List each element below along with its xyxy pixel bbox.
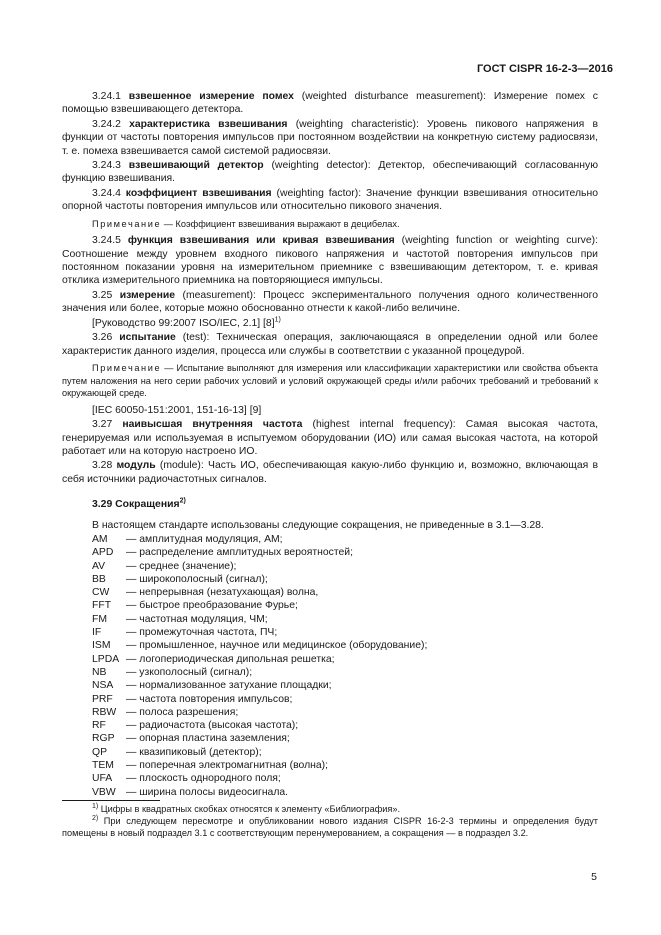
- definitions-block-1: [62, 90, 598, 214]
- abbreviation-definition: — нормализованное затухание площадки;: [126, 680, 332, 692]
- abbreviation-row: [92, 746, 598, 759]
- abbreviation-definition: — быстрое преобразование Фурье;: [126, 600, 298, 612]
- definition-paragraph: 3.24.1 взвешенное измерение помех (weighted disturbance measurement): Измерение помех с помощью взвешивающего детектора.: [62, 91, 598, 116]
- abbreviation-code: NB: [92, 666, 107, 678]
- abbreviation-code: IF: [92, 627, 102, 639]
- reference: [Руководство 99:2007 ISO/IEC, 2.1] $[8]^{1)}$: [92, 316, 281, 329]
- abbreviation-code: RBW: [92, 706, 117, 718]
- abbreviation-row: [92, 786, 598, 799]
- abbreviation-row: [92, 732, 598, 745]
- abbreviation-row: [92, 586, 598, 599]
- abbreviation-definition: — ширина полосы видеосигнала.: [126, 786, 289, 798]
- abbreviation-code: AV: [92, 560, 106, 572]
- definition-paragraph: 3.25 измерение (measurement): Процесс экспериментального получения одного количественного значения или более, которые можно обоснованно отнести к какой-либо величине.: [62, 289, 598, 315]
- abbreviation-code: VBW: [92, 786, 116, 798]
- abbreviation-row: [92, 546, 598, 559]
- reference: [IEC 60050-151:2001, 151-16-13] [9]: [92, 404, 262, 416]
- abbreviation-definition: — логопериодическая дипольная решетка;: [126, 653, 335, 665]
- abbreviation-definition: — амплитудная модуляция, АМ;: [126, 533, 283, 545]
- definition-paragraph: 3.28 модуль (module): Часть ИО, обеспечивающая какую-либо функцию и, возможно, включающая в себя источники радиочастотных сигналов.: [62, 460, 599, 485]
- abbreviation-row: [92, 693, 598, 706]
- footnote: $^{1)}$ Цифры в квадратных скобках относятся к элементу «Библиография».: [92, 802, 401, 814]
- abbreviation-row: [92, 560, 598, 573]
- abbreviation-definition: — промежуточная частота, ПЧ;: [126, 627, 278, 639]
- abbreviation-definition: — распределение амплитудных вероятностей;: [126, 547, 353, 559]
- abbreviation-definition: — частота повторения импульсов;: [126, 693, 293, 705]
- abbreviation-code: BB: [92, 573, 106, 585]
- abbreviation-definition: — опорная пластина заземления;: [126, 733, 290, 745]
- definition-paragraph: 3.24.3 взвешивающий детектор (weighting detector): Детектор, обеспечивающий согласованную функцию взвешивания.: [62, 160, 598, 185]
- section-heading: 3.29 Сокращения$^{2)}$: [92, 497, 186, 511]
- abbreviations-intro: В настоящем стандарте использованы следующие сокращения, не приведенные в 3.1—3.28.: [92, 519, 544, 531]
- abbreviation-definition: — плоскость однородного поля;: [126, 773, 281, 785]
- definition-paragraph: 3.24.5 функция взвешивания или кривая взвешивания (weighting function or weighting curve): Соотношение между уровнем входного пикового напряжения и частотой повторения импульсов при постоянном показании уровня на измерительном приемнике с взвешивающим детектором, т. е. кривая отклика измерительного приемника на повторяющиеся импульсы.: [62, 235, 598, 287]
- note: Примечание — Испытание выполняют для измерения или классификации характеристики или свойства объекта путем наложения на него серии рабочих условий и условий окружающей среды и/или рабочих требований и требований к окружающей среде.: [62, 362, 598, 399]
- abbreviation-code: RGP: [92, 733, 115, 745]
- abbreviation-row: [92, 679, 598, 692]
- definition-paragraph: 3.27 наивысшая внутренняя частота (highest internal frequency): Самая высокая частота, генерируемая или используемая в испытуемом оборудовании (ИО) или самая высокая частота, на которой работает или на которую настроено ИО.: [62, 419, 598, 457]
- abbreviation-code: QP: [92, 746, 108, 758]
- abbreviation-code: APD: [92, 547, 114, 559]
- abbreviation-code: RF: [92, 720, 106, 732]
- abbreviation-definition: — квазипиковый (детектор);: [126, 746, 262, 758]
- abbreviation-code: ISM: [92, 640, 111, 652]
- page-body: [62, 90, 598, 799]
- abbreviation-definition: — промышленное, научное или медицинское (оборудование);: [126, 640, 428, 652]
- definition-paragraph: 3.26 испытание (test): Техническая операция, заключающаяся в определении одной или более характеристик данного изделия, процесса или службы в соответствии с указанной процедурой.: [62, 332, 598, 357]
- abbreviation-code: LPDA: [92, 653, 120, 665]
- note: Примечание — Коэффициент взвешивания выражают в децибелах.: [92, 218, 400, 229]
- abbreviation-definition: — радиочастота (высокая частота);: [126, 720, 299, 732]
- footnotes: [62, 803, 598, 840]
- page-number: 5: [591, 871, 597, 883]
- abbreviation-row: [92, 599, 598, 612]
- abbreviation-code: CW: [92, 587, 110, 599]
- abbreviation-definition: — среднее (значение);: [126, 560, 237, 572]
- abbreviation-definition: — частотная модуляция, ЧМ;: [126, 613, 268, 625]
- abbreviation-definition: — широкополосный (сигнал);: [126, 573, 268, 585]
- definition-paragraph: 3.24.4 коэффициент взвешивания (weighting factor): Значение функции взвешивания относительно опорной частоты повторения импульсов или относительно пикового значения.: [62, 187, 598, 213]
- abbreviation-definition: — узкополосный (сигнал);: [126, 666, 253, 678]
- abbreviation-row: [92, 613, 598, 626]
- abbreviation-definition: — непрерывная (незатухающая) волна,: [126, 587, 319, 599]
- footnote: $^{2)}$ При следующем пересмотре и опубликовании нового издания CISPR 16-2-3 термины и определения будут помещены в новый подраздел 3.1 с соответствующим перенумерованием, а сокращения — в подраздел 3.2.: [62, 815, 598, 839]
- abbreviation-row: [92, 759, 598, 772]
- abbreviation-row: [92, 719, 598, 732]
- abbreviation-definition: — поперечная электромагнитная (волна);: [126, 759, 329, 771]
- document-header: ГОСТ CISPR 16-2-3—2016: [476, 63, 613, 75]
- footnote-separator: [62, 800, 160, 801]
- abbreviation-code: AM: [92, 533, 108, 545]
- abbreviation-code: FFT: [92, 600, 112, 612]
- abbreviations-list: [92, 533, 598, 799]
- abbreviation-row: [92, 573, 598, 586]
- abbreviation-definition: — полоса разрешения;: [126, 706, 239, 718]
- abbreviation-row: [92, 666, 598, 679]
- definition-paragraph: 3.24.2 характеристика взвешивания (weighting characteristic): Уровень пикового напряжения в функции от частоты повторения импульсов при постоянном воздействии на конкретную систему радиосвязи, т. е. помеха взвешивается самой системой радиосвязи.: [62, 118, 599, 157]
- abbreviation-row: [92, 653, 598, 666]
- abbreviation-row: [92, 772, 598, 785]
- abbreviation-code: NSA: [92, 680, 114, 692]
- abbreviation-row: [92, 626, 598, 639]
- abbreviation-row: [92, 639, 598, 652]
- abbreviation-code: FM: [92, 613, 108, 625]
- abbreviation-row: [92, 706, 598, 719]
- abbreviation-code: UFA: [92, 773, 113, 785]
- abbreviation-row: [92, 533, 598, 546]
- abbreviation-code: PRF: [92, 693, 113, 705]
- abbreviation-code: TEM: [92, 759, 114, 771]
